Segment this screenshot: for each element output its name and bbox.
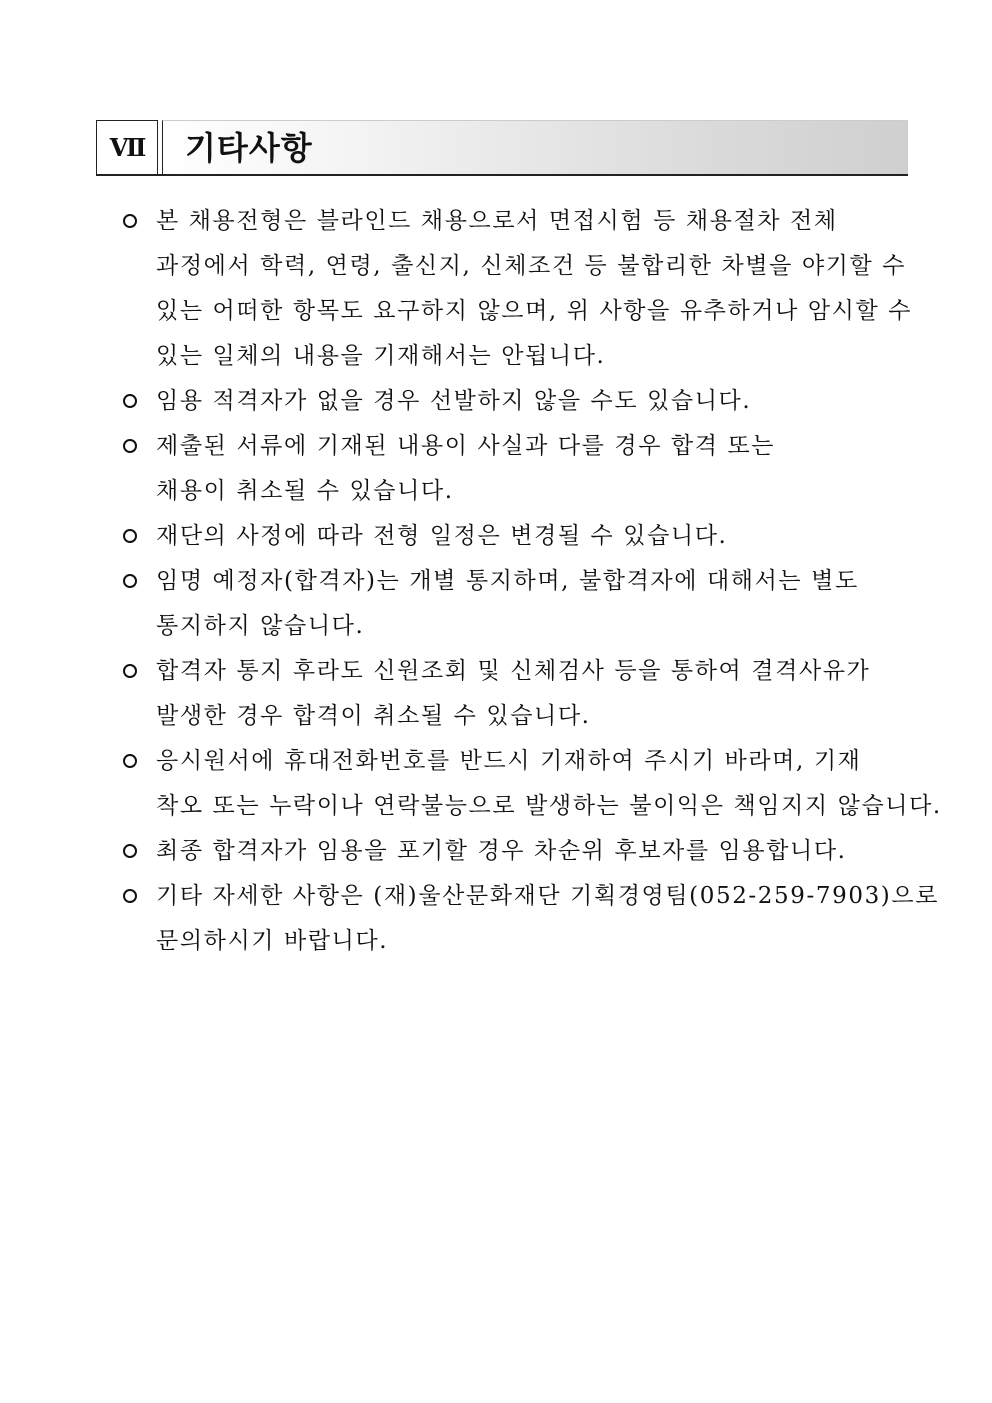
notice-line: 통지하지 않습니다. [156, 613, 365, 639]
notice-line: 착오 또는 누락이나 연락불능으로 발생하는 불이익은 책임지지 않습니다. [156, 793, 942, 819]
notice-line: 발생한 경우 합격이 취소될 수 있습니다. [156, 703, 591, 729]
section-numeral: Ⅶ [96, 120, 158, 174]
notice-item [120, 379, 900, 424]
notice-line: 채용이 취소될 수 있습니다. [156, 478, 454, 504]
notice-item [120, 199, 913, 379]
notice-line: 있는 어떠한 항목도 요구하지 않으며, 위 사항을 유추하거나 암시할 수 [156, 298, 913, 324]
circle-bullet-icon [123, 574, 137, 588]
notice-line: 있는 일체의 내용을 기재해서는 안됩니다. [156, 343, 606, 369]
notice-line: 본 채용전형은 블라인드 채용으로서 면접시험 등 채용절차 전체 [156, 208, 838, 234]
circle-bullet-icon [123, 394, 137, 408]
notice-line: 재단의 사정에 따라 전형 일정은 변경될 수 있습니다. [156, 523, 728, 549]
section-title-bar [162, 120, 908, 174]
notice-item [120, 514, 900, 559]
notice-item [120, 829, 900, 874]
notice-line: 과정에서 학력, 연령, 출신지, 신체조건 등 불합리한 차별을 야기할 수 [156, 253, 907, 279]
notice-line: 제출된 서류에 기재된 내용이 사실과 다를 경우 합격 또는 [156, 433, 776, 459]
notice-item [120, 739, 942, 829]
section-title: 기타사항 [185, 129, 313, 167]
notice-line: 기타 자세한 사항은 (재)울산문화재단 기획경영팀(052-259-7903)으로 [156, 883, 940, 909]
notice-item [120, 559, 900, 649]
notice-item [120, 649, 900, 739]
circle-bullet-icon [123, 439, 137, 453]
notice-line: 응시원서에 휴대전화번호를 반드시 기재하여 주시기 바라며, 기재 [156, 748, 862, 774]
circle-bullet-icon [123, 664, 137, 678]
notice-line: 합격자 통지 후라도 신원조회 및 신체검사 등을 통하여 결격사유가 [156, 658, 871, 684]
circle-bullet-icon [123, 214, 137, 228]
circle-bullet-icon [123, 754, 137, 768]
notice-line: 임명 예정자(합격자)는 개별 통지하며, 불합격자에 대해서는 별도 [156, 568, 859, 594]
circle-bullet-icon [123, 889, 137, 903]
notice-item [120, 424, 900, 514]
notice-line: 최종 합격자가 임용을 포기할 경우 차순위 후보자를 임용합니다. [156, 838, 847, 864]
notice-line: 임용 적격자가 없을 경우 선발하지 않을 수도 있습니다. [156, 388, 752, 414]
circle-bullet-icon [123, 529, 137, 543]
circle-bullet-icon [123, 844, 137, 858]
notice-line: 문의하시기 바랍니다. [156, 928, 389, 954]
notice-item [120, 874, 940, 964]
notice-list [120, 199, 942, 964]
section-header [96, 120, 908, 176]
